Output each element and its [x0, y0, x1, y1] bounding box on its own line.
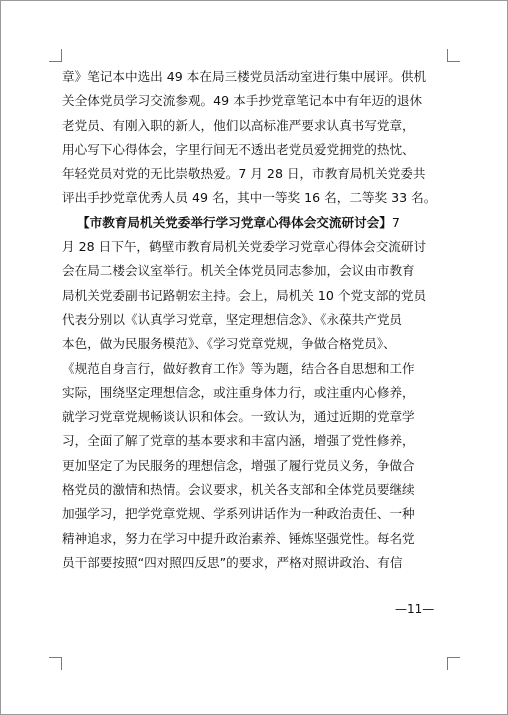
heading-line-continuation: 7	[391, 214, 400, 230]
section-heading-line	[62, 211, 452, 235]
text-line: 用心写下心得体会，字里行间无不透出老党员爱党拥党的热忱、	[62, 141, 415, 157]
text-line: 章》笔记本中选出 49 本在局三楼党员活动室进行集中展评。供机	[62, 69, 427, 84]
crop-mark-top-right	[447, 49, 460, 62]
text-line: 精神追求，努力在学习中提升政治素养、锤炼坚强党性。每名党	[62, 530, 415, 546]
text-line: 更加坚定了为民服务的理想信念，增强了履行党员义务，争做合	[62, 457, 415, 473]
text-line: 关全体党员学习交流参观。49 本手抄党章笔记本中有年迈的退休	[62, 93, 423, 109]
text-line: 局机关党委副书记路朝宏主持。会上，局机关 10 个党支部的党员	[62, 287, 427, 303]
text-line: 格党员的激情和热情。会议要求，机关各支部和全体党员要继续	[62, 482, 415, 498]
text-line: 评出手抄党章优秀人员 49 名，其中一等奖 16 名，二等奖 33 名。	[62, 190, 437, 206]
text-line: 加强学习，把学党章党规、学系列讲话作为一种政治责任、一种	[62, 506, 415, 522]
text-line: 代表分别以《认真学习党章，坚定理想信念》、《永葆共产党员	[62, 311, 403, 327]
text-line: 员干部要按照“四对照四反思”的要求，严格对照讲政治、有信	[62, 554, 403, 570]
section-heading: 【市教育局机关党委举行学习党章心得体会交流研讨会】	[77, 214, 392, 230]
text-line: 就学习党章党规畅谈认识和体会。一致认为，通过近期的党章学	[62, 409, 415, 425]
crop-mark-bottom-left	[49, 657, 62, 670]
text-line: 《规范自身言行，做好教育工作》等为题，结合各自思想和工作	[62, 360, 415, 376]
text-line: 会在局二楼会议室举行。机关全体党员同志参加，会议由市教育	[62, 263, 415, 279]
page-number: —11—	[395, 602, 435, 616]
text-line: 年轻党员对党的无比崇敬热爱。7 月 28 日，市教育局机关党委共	[62, 166, 426, 182]
text-line: 月 28 日下午，鹤壁市教育局机关党委学习党章心得体会交流研讨	[62, 239, 427, 255]
text-line: 实际，围绕坚定理想信念，或注重身体力行，或注重内心修养，	[62, 384, 415, 400]
crop-mark-bottom-right	[447, 657, 460, 670]
text-line: 本色，做为民服务模范》、《学习党章党规，争做合格党员》、	[62, 336, 396, 352]
crop-mark-top-left	[49, 49, 62, 62]
text-line: 习，全面了解了党章的基本要求和丰富内涵，增强了党性修养，	[62, 433, 415, 449]
body-text	[62, 65, 452, 575]
text-line: 老党员、有刚入职的新人，他们以高标准严要求认真书写党章，	[62, 117, 415, 133]
